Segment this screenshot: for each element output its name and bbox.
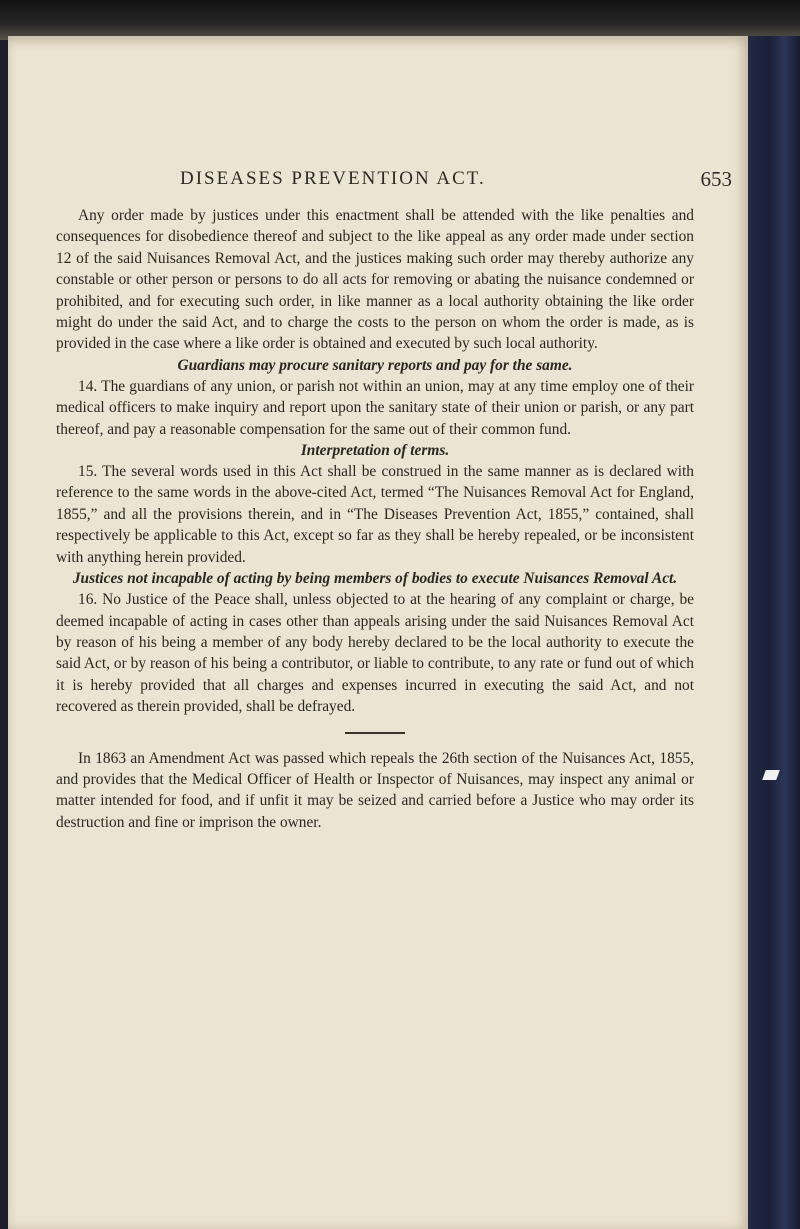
heading-interpretation: Interpretation of terms.	[300, 442, 450, 460]
section-divider	[345, 732, 405, 734]
book-spine-edge	[748, 36, 800, 1229]
paragraph-section-14: 14. The guardians of any union, or parish not within an union, may at any time employ one of their medical officers to make inquiry and report upon the sanitary state of their union or parish, or any part thereof, and pay a reasonable compensation for the same out of their common fund.	[56, 377, 694, 438]
running-title: DISEASES PREVENTION ACT.	[180, 168, 486, 189]
paragraph-section-16: 16. No Justice of the Peace shall, unless objected to at the hearing of any complaint or charge, be deemed incapable of acting in cases other than appeals arising under the said Nuisances Removal Act by reason of his being a member of any body hereby declared to be the local authority to execute the said Act, or by reason of his being a contributor, or liable to contribute, to any rate or fund out of which it is hereby provided that all charges and expenses incurred in executing the said Act, and not recovered as therein provided, shall be defrayed.	[56, 591, 694, 716]
page-body	[56, 205, 694, 833]
paragraph-section-15: 15. The several words used in this Act shall be construed in the same manner as is declared with reference to the same words in the above-cited Act, termed “The Nuisances Removal Act for England, 1855,” and all the provisions therein, and in “The Diseases Prevention Act, 1855,” contained, shall respectively be applicable to this Act, except so far as they shall be hereby repealed, or be inconsistent with anything herein provided.	[56, 463, 694, 566]
heading-justices: Justices not incapable of acting by being members of bodies to execute Nuisances Removal Act.	[72, 570, 678, 588]
heading-guardians: Guardians may procure sanitary reports and pay for the same.	[177, 356, 573, 374]
paragraph-amendment-1863: In 1863 an Amendment Act was passed which repeals the 26th section of the Nuisances Act, 1855, and provides that the Medical Officer of Health or Inspector of Nuisances, may inspect any animal or matter intended for food, and if unfit it may be seized and carried before a Justice who may order its destruction and fine or imprison the owner.	[56, 749, 694, 831]
book-top-edge	[0, 0, 800, 40]
page-header	[158, 168, 748, 198]
paragraph-order-penalties: Any order made by justices under this enactment shall be attended with the like penalties and consequences for disobedience thereof and subject to the like appeal as any order made under section 12 of the said Nuisances Removal Act, and the justices making such order may thereby authorize any constable or other person or persons to do all acts for removing or abating the nuisance condemned or prohibited, and for executing such order, in like manner as a local authority obtaining the like order might do under the said Act, and to charge the costs to the person on whom the order is made, as is provided in the case where a like order is obtained and executed by such local authority.	[56, 207, 694, 353]
page-number: 653	[700, 167, 732, 191]
